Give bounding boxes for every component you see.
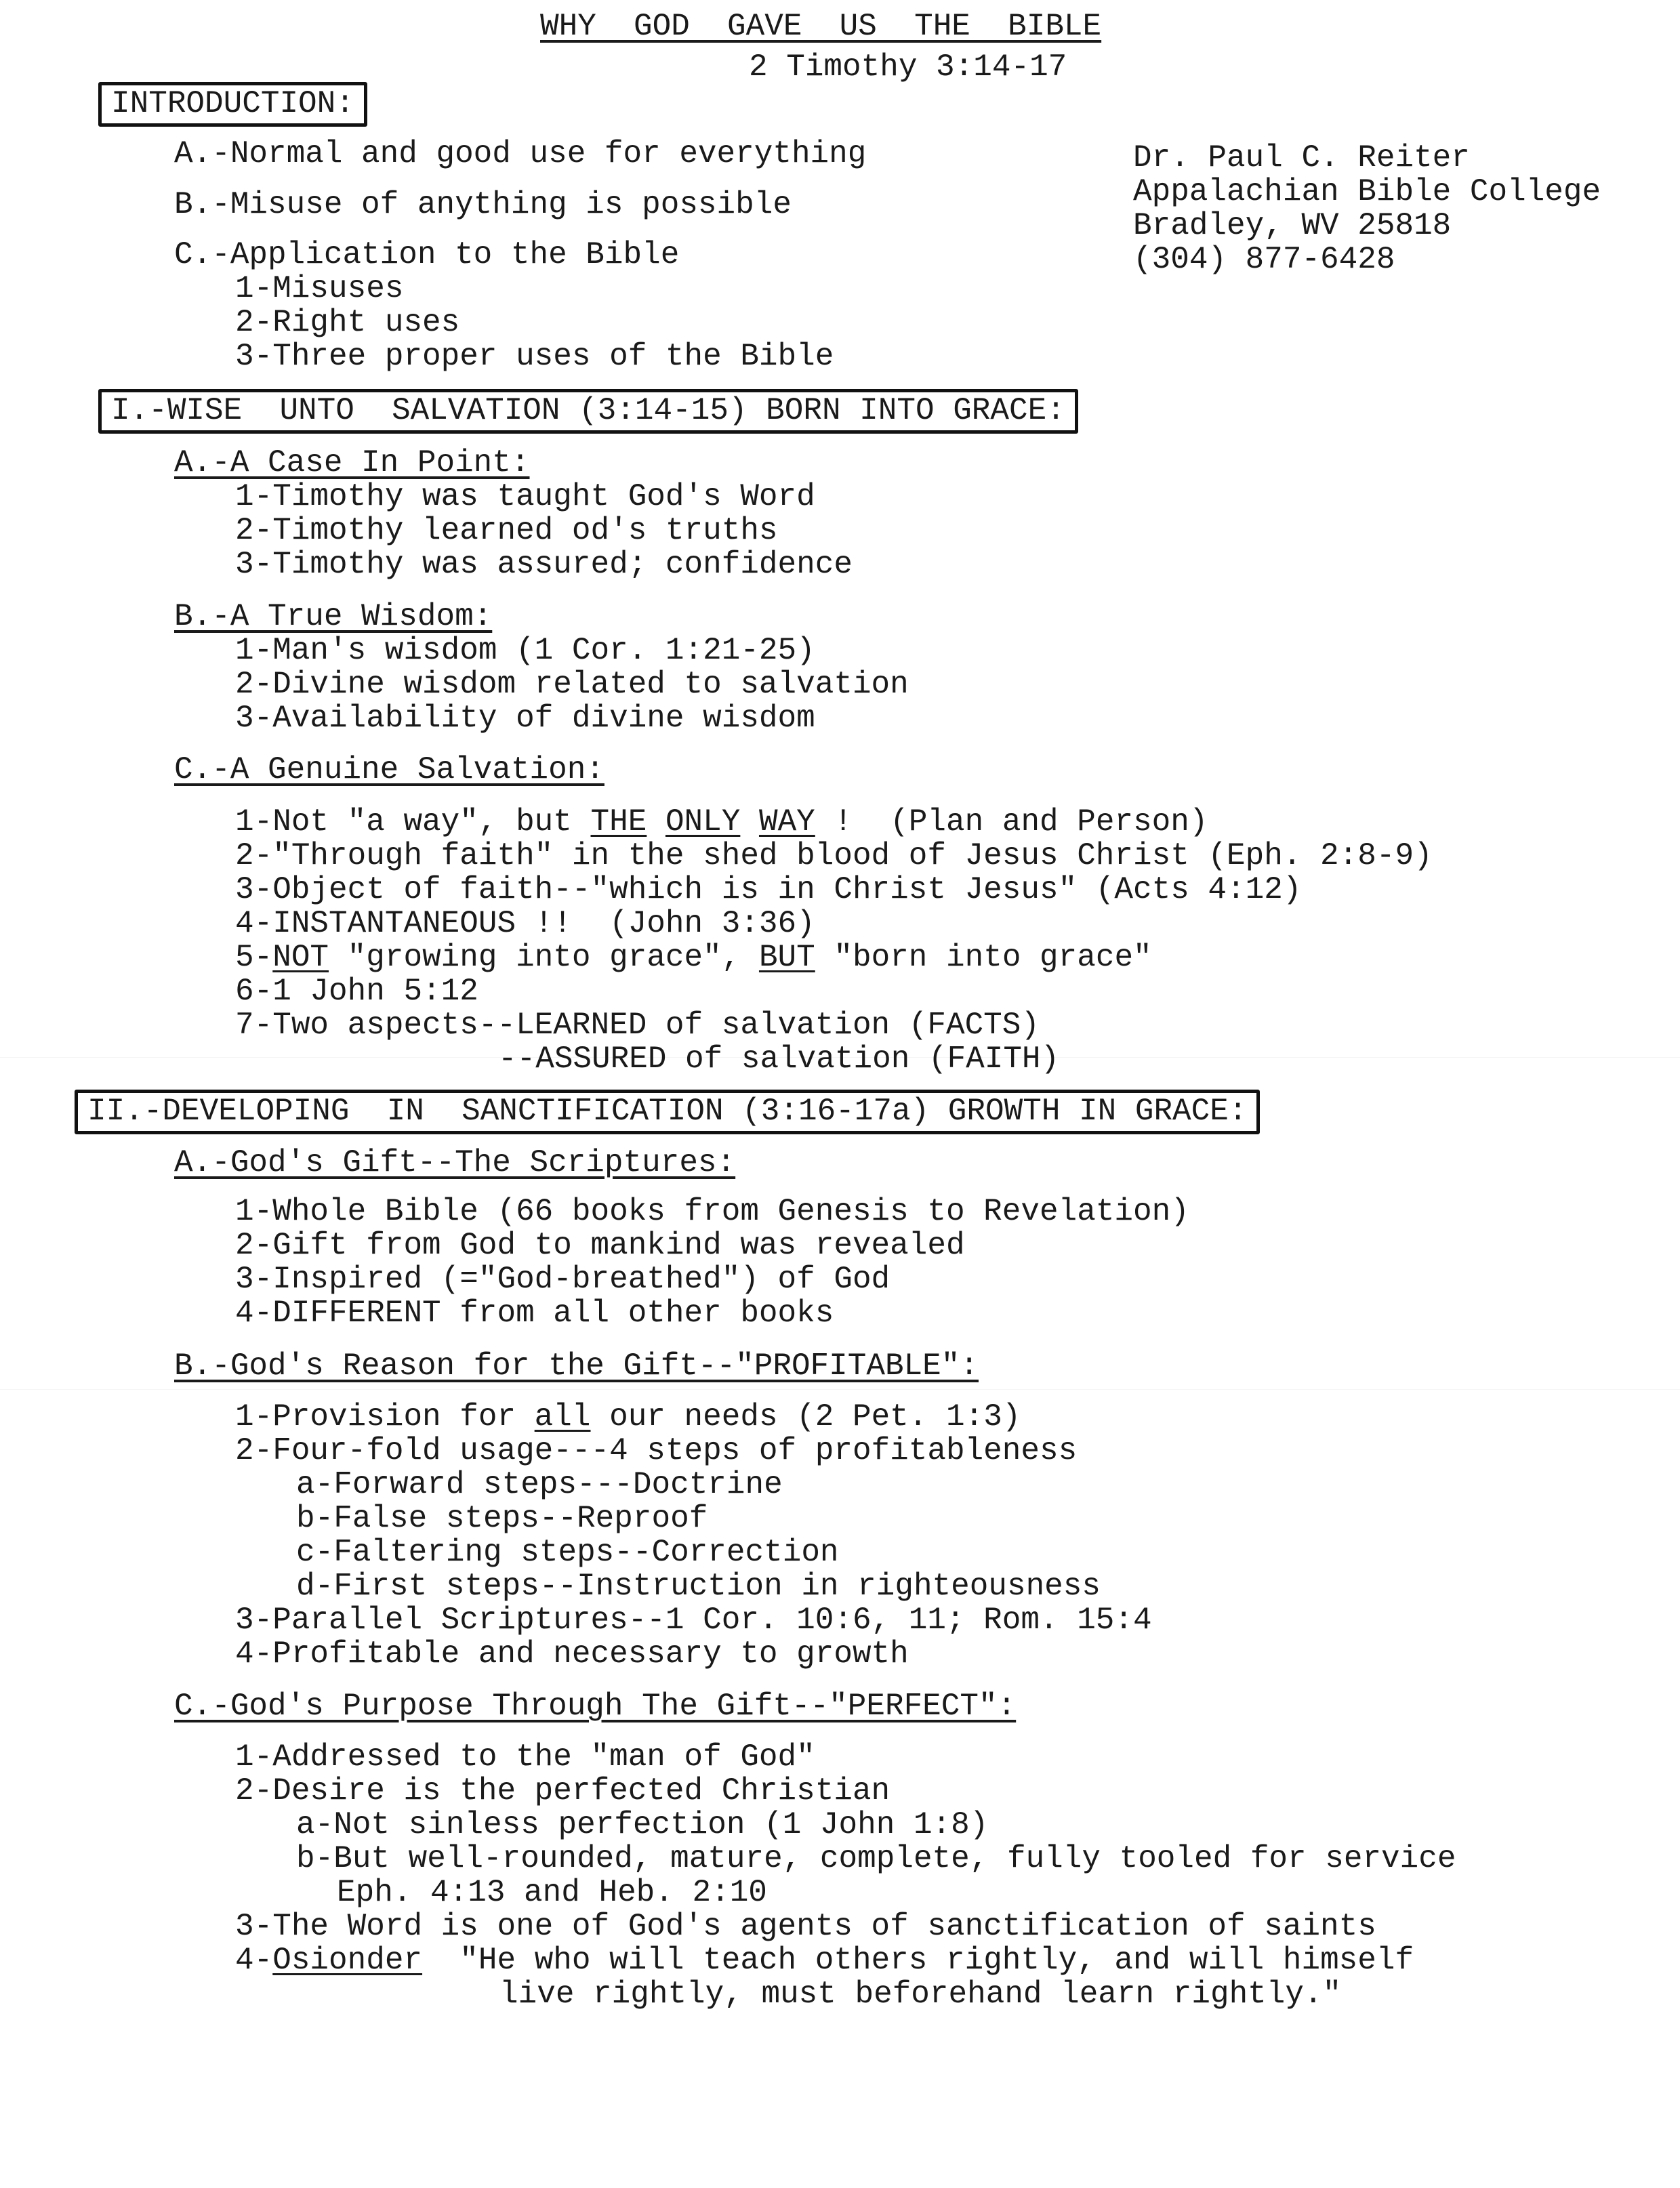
list-item: 2-Divine wisdom related to salvation: [235, 667, 909, 702]
list-item: 1-Man's wisdom (1 Cor. 1:21-25): [235, 633, 815, 668]
subheading-gods-purpose: C.-God's Purpose Through The Gift--"PERFECT":: [174, 1689, 1017, 1724]
text-run: our needs (2 Pet. 1:3): [590, 1399, 1021, 1434]
subheading-genuine-salvation: C.-A Genuine Salvation:: [174, 752, 605, 787]
author-institution: Appalachian Bible College: [1133, 174, 1601, 209]
list-item: d-First steps--Instruction in righteousness: [296, 1569, 1101, 1604]
emphasis-all: all: [534, 1399, 591, 1434]
list-item: b-But well-rounded, mature, complete, fully tooled for service: [296, 1841, 1456, 1876]
list-item: [235, 1401, 1021, 1432]
list-item: 2-Gift from God to mankind was revealed: [235, 1228, 965, 1263]
intro-point-a: A.-Normal and good use for everything: [174, 136, 867, 171]
subheading-true-wisdom: B.-A True Wisdom:: [174, 599, 493, 634]
emphasis-but: BUT: [758, 940, 815, 975]
intro-item: 3-Three proper uses of the Bible: [235, 339, 834, 374]
scripture-reference: 2 Timothy 3:14-17: [749, 49, 1067, 85]
list-item: 3-Timothy was assured; confidence: [235, 547, 853, 582]
text-run: ! (Plan and Person): [815, 804, 1208, 840]
scan-line: [0, 1389, 1680, 1390]
page-title: WHY GOD GAVE US THE BIBLE: [540, 9, 1102, 44]
list-item: 3-Availability of divine wisdom: [235, 701, 815, 736]
author-name: Dr. Paul C. Reiter: [1133, 140, 1470, 176]
list-item: live rightly, must beforehand learn rightly.": [499, 1977, 1342, 2012]
author-city: Bradley, WV 25818: [1133, 208, 1452, 243]
list-item: --ASSURED of salvation (FAITH): [498, 1041, 1060, 1077]
intro-point-b: B.-Misuse of anything is possible: [174, 187, 792, 222]
text-run: "born into grace": [815, 940, 1152, 975]
list-item: 3-Object of faith--"which is in Christ Jesus" (Acts 4:12): [235, 872, 1302, 907]
intro-heading: INTRODUCTION:: [98, 82, 367, 127]
list-item: b-False steps--Reproof: [296, 1501, 708, 1536]
list-item: 4-INSTANTANEOUS !! (John 3:36): [235, 906, 815, 941]
list-item: 4-Profitable and necessary to growth: [235, 1636, 909, 1672]
list-item: 3-Inspired (="God-breathed") of God: [235, 1262, 890, 1297]
author-phone: (304) 877-6428: [1133, 242, 1395, 277]
section-2-heading: II.-DEVELOPING IN SANCTIFICATION (3:16-17a) GROWTH IN GRACE:: [75, 1090, 1260, 1134]
emphasis-osionder: Osionder: [272, 1943, 423, 1978]
emphasis-not: NOT: [272, 940, 329, 975]
text-run: "He who will teach others rightly, and will himself: [422, 1943, 1414, 1978]
list-item: [235, 806, 1208, 838]
emphasis-way: WAY: [758, 804, 815, 840]
text-run: 1-Provision for: [235, 1399, 535, 1434]
subheading-gods-gift: A.-God's Gift--The Scriptures:: [174, 1145, 736, 1180]
list-item: a-Forward steps---Doctrine: [296, 1467, 783, 1502]
list-item: 6-1 John 5:12: [235, 974, 478, 1009]
list-item: 1-Whole Bible (66 books from Genesis to Revelation): [235, 1194, 1189, 1229]
list-item: 2-Four-fold usage---4 steps of profitableness: [235, 1433, 1078, 1468]
list-item: 2-Desire is the perfected Christian: [235, 1773, 890, 1809]
list-item: Eph. 4:13 and Heb. 2:10: [337, 1875, 767, 1910]
intro-point-c: C.-Application to the Bible: [174, 237, 680, 272]
emphasis-only: ONLY: [665, 804, 741, 840]
list-item: 3-The Word is one of God's agents of sanctification of saints: [235, 1909, 1376, 1944]
list-item: 1-Addressed to the "man of God": [235, 1739, 815, 1775]
list-item: 3-Parallel Scriptures--1 Cor. 10:6, 11; Rom. 15:4: [235, 1603, 1152, 1638]
text-run: 4-: [235, 1943, 273, 1978]
subheading-case-in-point: A.-A Case In Point:: [174, 445, 530, 480]
list-item: a-Not sinless perfection (1 John 1:8): [296, 1807, 989, 1842]
list-item: [235, 1945, 1414, 1976]
intro-item: 1-Misuses: [235, 271, 404, 306]
text-run: 5-: [235, 940, 273, 975]
list-item: 2-Timothy learned od's truths: [235, 513, 778, 548]
list-item: 2-"Through faith" in the shed blood of Jesus Christ (Eph. 2:8-9): [235, 838, 1433, 873]
text-run: 1-Not "a way", but: [235, 804, 591, 840]
list-item: [235, 942, 1152, 973]
text-run: "growing into grace",: [329, 940, 759, 975]
list-item: c-Faltering steps--Correction: [296, 1535, 839, 1570]
emphasis-the: THE: [590, 804, 647, 840]
list-item: 4-DIFFERENT from all other books: [235, 1296, 834, 1331]
subheading-gods-reason: B.-God's Reason for the Gift--"PROFITABLE":: [174, 1348, 979, 1384]
intro-item: 2-Right uses: [235, 305, 460, 340]
section-1-heading: I.-WISE UNTO SALVATION (3:14-15) BORN INTO GRACE:: [98, 389, 1078, 434]
list-item: 7-Two aspects--LEARNED of salvation (FACTS): [235, 1008, 1040, 1043]
list-item: 1-Timothy was taught God's Word: [235, 479, 815, 514]
